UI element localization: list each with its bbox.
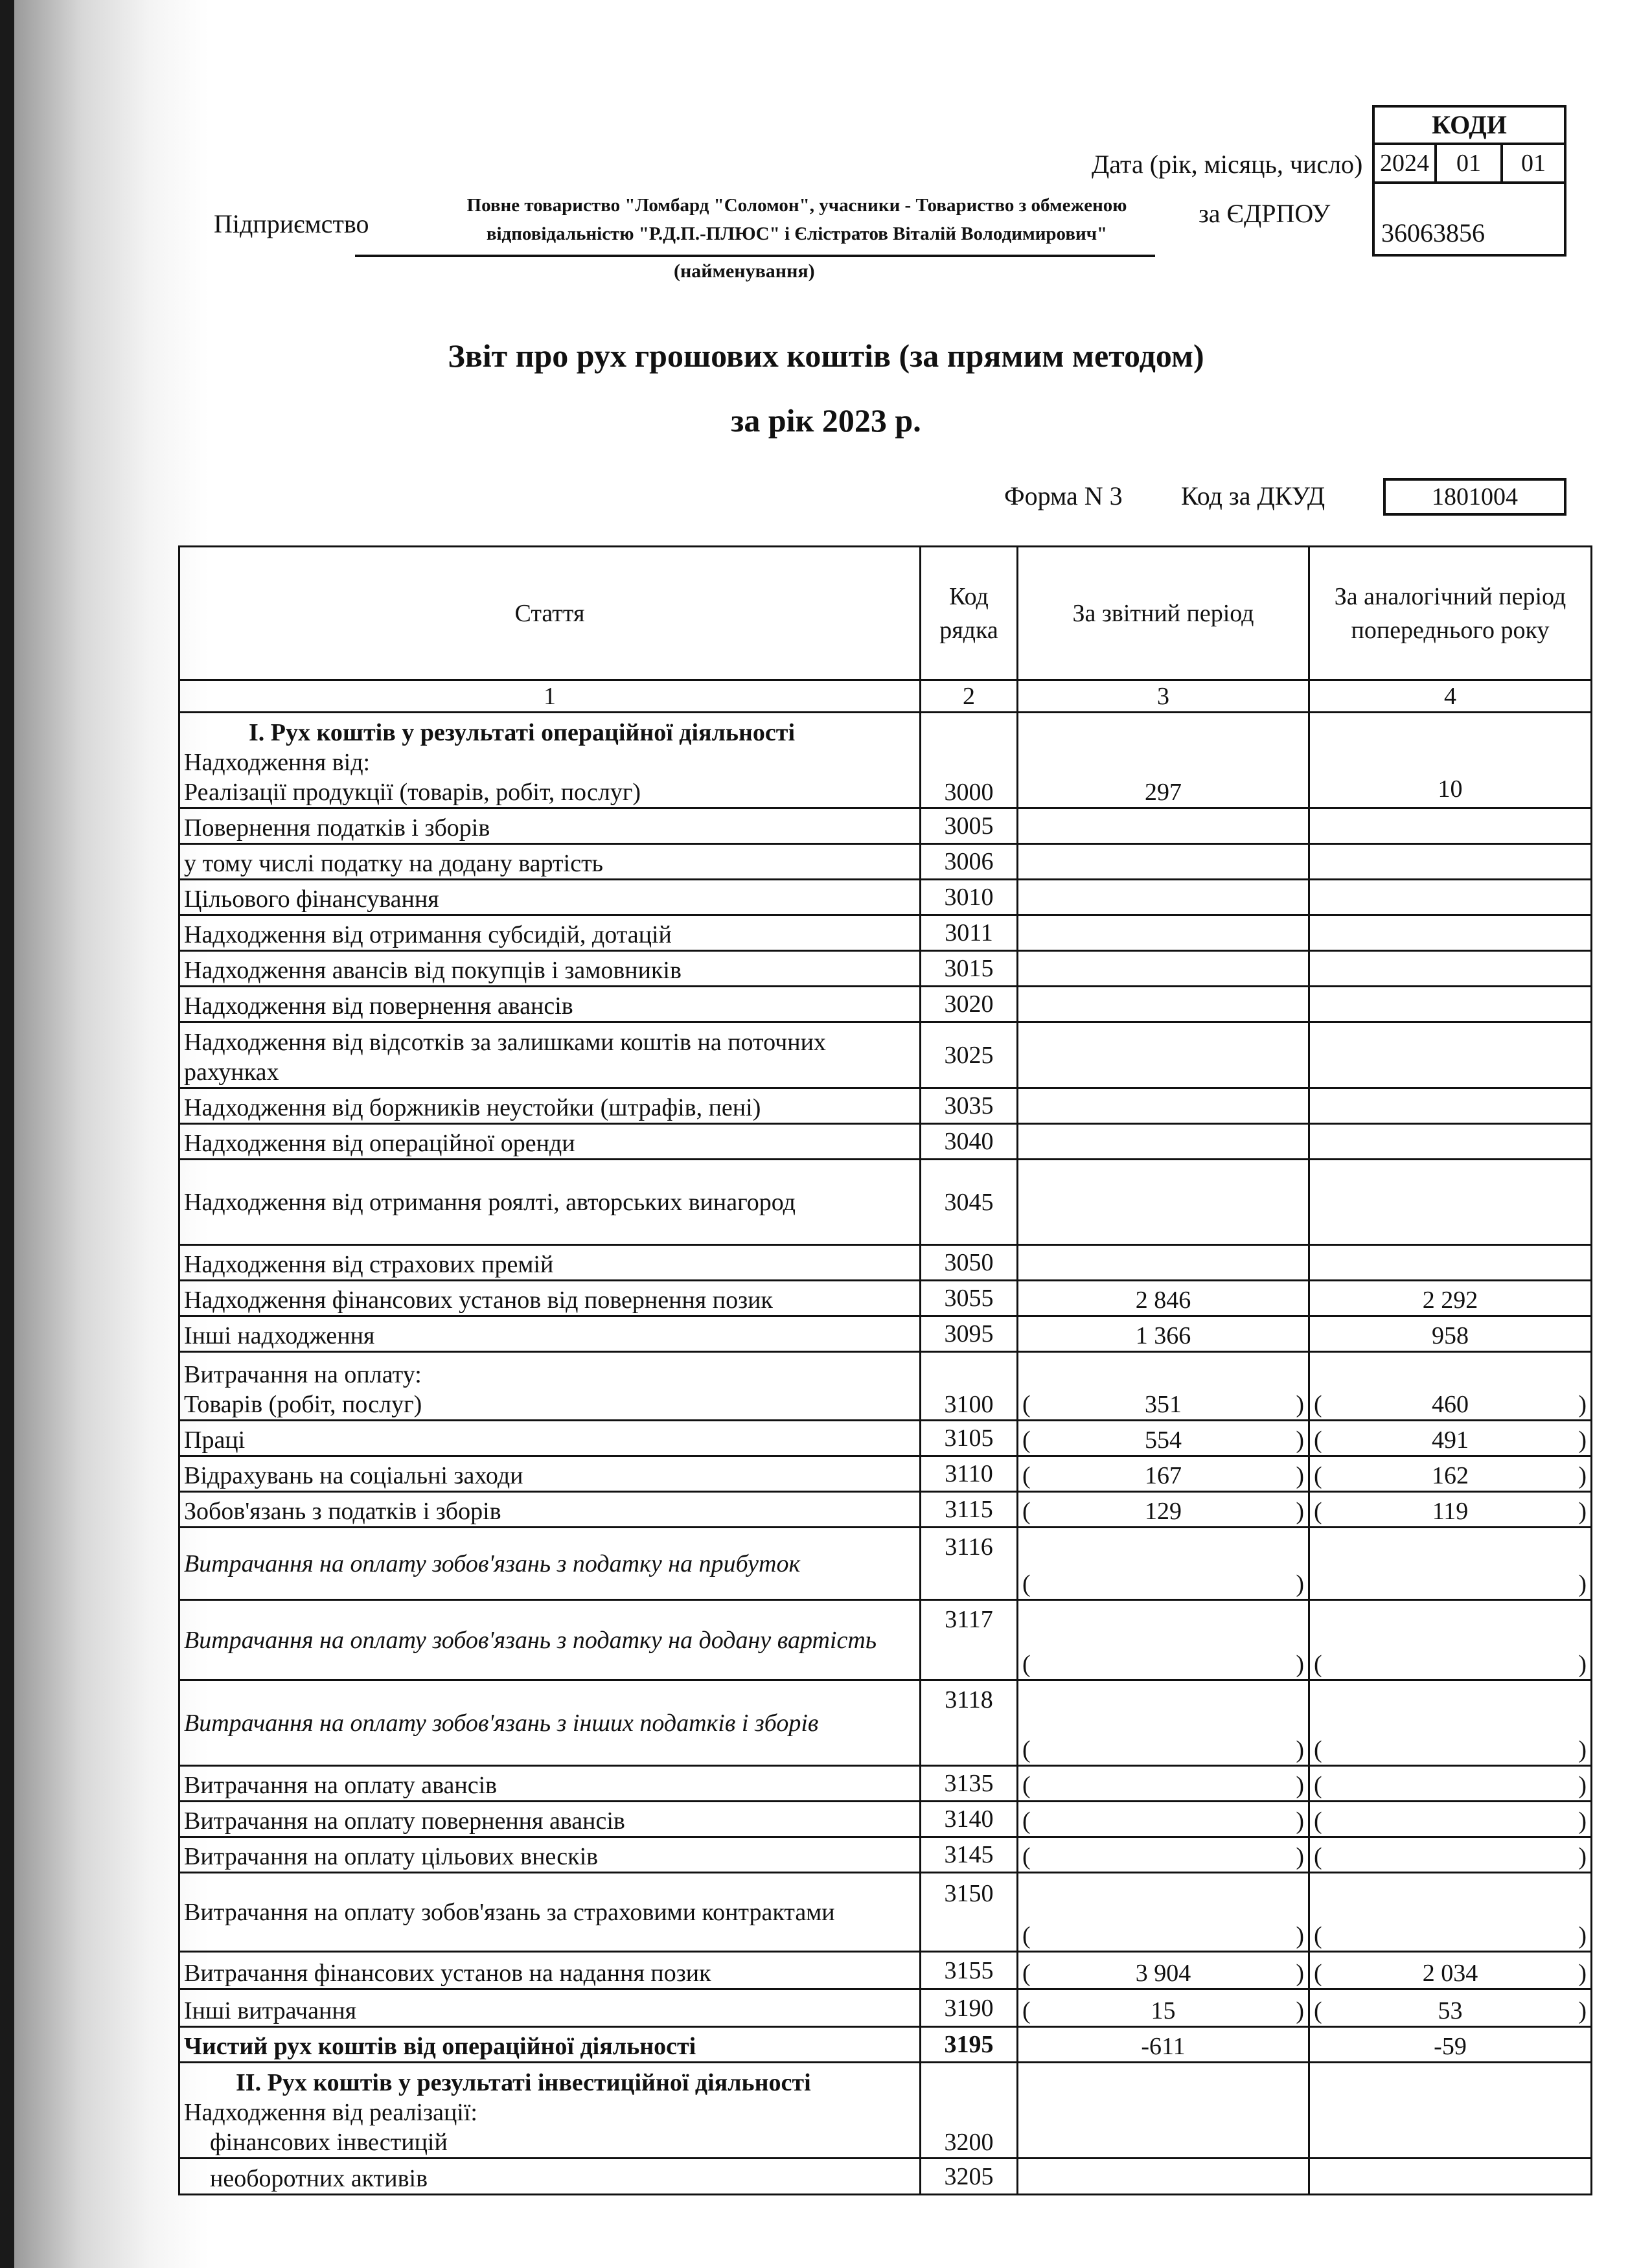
row-current: 1 366 <box>1018 1316 1309 1352</box>
report-title: Звіт про рух грошових коштів (за прямим методом) <box>448 338 1204 374</box>
paren-open: ( <box>1022 1391 1031 1418</box>
row-code: 3105 <box>921 1421 1018 1456</box>
row-previous <box>1314 1569 1578 1599</box>
row-name: Інші надходження <box>179 1316 921 1352</box>
row-name: Надходження авансів від покупців і замовників <box>179 951 921 987</box>
row-previous <box>1309 2159 1592 2195</box>
table-row <box>179 1124 1592 1160</box>
edrpou-label: за ЄДРПОУ <box>1199 199 1331 228</box>
row-name: Товарів (робіт, послуг) <box>184 1391 422 1418</box>
table-row <box>179 713 1592 808</box>
group-label: Надходження від: <box>184 749 371 776</box>
table-row <box>179 1281 1592 1316</box>
row-name: Витрачання на оплату авансів <box>179 1766 921 1802</box>
row-name: Витрачання фінансових установ на надання позик <box>179 1952 921 1989</box>
table-row: Витрачання на оплату зобов'язань з податку на прибуток 3116 ( ) ) <box>179 1528 1592 1600</box>
col-index: 4 <box>1309 680 1592 713</box>
row-current: 351 <box>1145 1391 1182 1418</box>
date-year: 2024 <box>1375 145 1437 181</box>
col-index: 2 <box>921 680 1018 713</box>
row-name: Витрачання на оплату цільових внесків <box>179 1837 921 1873</box>
row-code: 3020 <box>921 987 1018 1022</box>
row-current: 15 <box>1151 1997 1176 2024</box>
row-previous: -59 <box>1309 2027 1592 2063</box>
row-name: Надходження від повернення авансів <box>179 987 921 1022</box>
row-name: Надходження фінансових установ від повернення позик <box>179 1281 921 1316</box>
row-name: Витрачання на оплату зобов'язань з податку на прибуток <box>179 1528 921 1600</box>
row-name: Витрачання на оплату повернення авансів <box>179 1802 921 1837</box>
row-code: 3050 <box>921 1245 1018 1281</box>
row-previous <box>1309 2063 1592 2159</box>
row-current <box>1018 1022 1309 1088</box>
section-heading: І. Рух коштів у результаті операційної діяльності <box>249 719 796 746</box>
row-code: 3145 <box>921 1837 1018 1873</box>
table-row: Витрачання фінансових установ на надання позик 3155 ( 3 904 ) ( 2 034 ) <box>179 1952 1592 1989</box>
edrpou-code: 36063856 <box>1381 218 1485 247</box>
enterprise-name-line2: відповідальністю "Р.Д.П.-ПЛЮС" і Єлістратов Віталій Володимирович" <box>486 223 1108 244</box>
row-previous <box>1309 1022 1592 1088</box>
row-code: 3100 <box>921 1352 1018 1421</box>
row-code: 3140 <box>921 1802 1018 1837</box>
name-caption: (найменування) <box>674 260 815 282</box>
row-previous: 2 292 <box>1309 1281 1592 1316</box>
row-previous: 2 034 <box>1422 1960 1478 1987</box>
row-previous: 958 <box>1309 1316 1592 1352</box>
table-row <box>179 1245 1592 1281</box>
row-previous <box>1309 880 1592 915</box>
row-current <box>1031 1569 1296 1599</box>
row-current <box>1018 2063 1309 2159</box>
row-code: 3045 <box>921 1160 1018 1245</box>
group-label: Витрачання на оплату: <box>184 1361 422 1388</box>
report-period: за рік 2023 р. <box>731 402 921 439</box>
row-previous <box>1309 1124 1592 1160</box>
paren-close: ) <box>1578 1391 1587 1418</box>
row-code: 3011 <box>921 915 1018 951</box>
enterprise-name-line1: Повне товариство "Ломбард "Соломон", учасники - Товариство з обмеженою <box>466 195 1127 216</box>
row-name: Витрачання на оплату зобов'язань з податку на додану вартість <box>179 1600 921 1680</box>
row-code: 3025 <box>921 1022 1018 1088</box>
table-row <box>179 1088 1592 1124</box>
row-current <box>1018 915 1309 951</box>
row-name: Чистий рух коштів від операційної діяльності <box>179 2027 921 2063</box>
date-label: Дата (рік, місяць, число) <box>1092 150 1363 179</box>
row-code: 3117 <box>921 1600 1018 1680</box>
table-row <box>179 844 1592 880</box>
row-current <box>1018 1245 1309 1281</box>
row-code: 3005 <box>921 808 1018 844</box>
row-name: Надходження від операційної оренди <box>179 1124 921 1160</box>
row-current <box>1018 987 1309 1022</box>
row-previous <box>1309 808 1592 844</box>
row-current <box>1018 1160 1309 1245</box>
row-previous <box>1309 1088 1592 1124</box>
row-previous: 53 <box>1438 1997 1463 2024</box>
row-previous <box>1322 1806 1579 1836</box>
row-code: 3205 <box>921 2159 1018 2195</box>
row-previous <box>1322 1770 1579 1800</box>
row-name: Надходження від страхових премій <box>179 1245 921 1281</box>
date-day: 01 <box>1521 150 1546 177</box>
row-current: 129 <box>1145 1498 1182 1525</box>
row-code: 3110 <box>921 1456 1018 1492</box>
table-row <box>179 808 1592 844</box>
form-label: Форма N 3 <box>1004 481 1123 510</box>
table-row: Витрачання на оплату зобов'язань за страховими контрактами 3150 ( ) ( ) <box>179 1873 1592 1952</box>
row-name: Відрахувань на соціальні заходи <box>179 1456 921 1492</box>
table-row <box>179 1352 1592 1421</box>
table-row: Праці 3105 ( 554 ) ( 491 ) <box>179 1421 1592 1456</box>
cash-flow-table <box>178 545 1592 2195</box>
table-row <box>179 2063 1592 2159</box>
enterprise-label: Підприємство <box>214 209 369 238</box>
row-current: 554 <box>1145 1426 1182 1454</box>
enterprise-name <box>453 191 1140 248</box>
table-header <box>179 547 1592 680</box>
row-code: 3040 <box>921 1124 1018 1160</box>
table-row <box>179 1022 1592 1088</box>
table-row: Відрахувань на соціальні заходи 3110 ( 167 ) ( 162 ) <box>179 1456 1592 1492</box>
row-previous: 491 <box>1432 1426 1469 1454</box>
row-previous <box>1322 1842 1579 1872</box>
row-name: Надходження від отримання роялті, авторських винагород <box>179 1160 921 1245</box>
row-code: 3035 <box>921 1088 1018 1124</box>
row-code: 3006 <box>921 844 1018 880</box>
row-previous <box>1309 844 1592 880</box>
table-row: Витрачання на оплату зобов'язань з податку на додану вартість 3117 ( ) ( ) <box>179 1600 1592 1680</box>
row-name: Повернення податків і зборів <box>179 808 921 844</box>
row-current: 2 846 <box>1018 1281 1309 1316</box>
table-row: Зобов'язань з податків і зборів 3115 ( 129 ) ( 119 ) <box>179 1492 1592 1528</box>
row-current: 3 904 <box>1135 1960 1191 1987</box>
col-header-previous: За аналогічний період попереднього року <box>1309 547 1592 680</box>
codes-title: КОДИ <box>1375 108 1564 145</box>
row-name: Зобов'язань з податків і зборів <box>179 1492 921 1528</box>
date-month: 01 <box>1437 145 1503 181</box>
row-current <box>1018 844 1309 880</box>
row-current <box>1018 951 1309 987</box>
codes-box <box>1372 105 1566 257</box>
table-row <box>179 987 1592 1022</box>
row-current <box>1031 1770 1296 1800</box>
row-code: 3115 <box>921 1492 1018 1528</box>
row-name: Витрачання на оплату зобов'язань з інших податків і зборів <box>179 1680 921 1766</box>
table-row: Витрачання на оплату цільових внесків 3145 ( ) ( ) <box>179 1837 1592 1873</box>
row-previous <box>1309 915 1592 951</box>
row-current <box>1031 1735 1296 1765</box>
row-previous: 119 <box>1432 1498 1469 1525</box>
row-previous <box>1322 1921 1579 1951</box>
table-row <box>179 915 1592 951</box>
dkud-label: Код за ДКУД <box>1181 481 1325 510</box>
row-previous <box>1309 951 1592 987</box>
row-name: Надходження від отримання субсидій, дотацій <box>179 915 921 951</box>
row-current: 167 <box>1145 1462 1182 1489</box>
row-previous: 460 <box>1432 1391 1469 1418</box>
row-current <box>1018 1124 1309 1160</box>
row-code: 3055 <box>921 1281 1018 1316</box>
col-index: 3 <box>1018 680 1309 713</box>
paren-close: ) <box>1296 1391 1304 1418</box>
row-code: 3095 <box>921 1316 1018 1352</box>
row-current <box>1018 1088 1309 1124</box>
name-underline <box>355 255 1155 257</box>
row-code: 3118 <box>921 1680 1018 1766</box>
table-row <box>179 1160 1592 1245</box>
row-code: 3000 <box>921 713 1018 808</box>
row-previous <box>1309 1160 1592 1245</box>
col-header-current: За звітний період <box>1018 547 1309 680</box>
row-previous <box>1309 987 1592 1022</box>
row-current: 297 <box>1018 713 1309 808</box>
col-header-code: Код рядка <box>921 547 1018 680</box>
table-row <box>179 880 1592 915</box>
table-row: Витрачання на оплату повернення авансів 3140 ( ) ( ) <box>179 1802 1592 1837</box>
row-current <box>1031 1806 1296 1836</box>
row-name: Цільового фінансування <box>179 880 921 915</box>
table-row <box>179 2159 1592 2195</box>
row-previous <box>1322 1649 1579 1679</box>
row-name: Праці <box>179 1421 921 1456</box>
group-label: Надходження від реалізації: <box>184 2099 477 2126</box>
col-header-article: Стаття <box>179 547 921 680</box>
row-name: Надходження від відсотків за залишками коштів на поточних рахунках <box>179 1022 921 1088</box>
row-current <box>1031 1921 1296 1951</box>
paren-open: ( <box>1314 1391 1322 1418</box>
row-name: Надходження від боржників неустойки (штрафів, пені) <box>179 1088 921 1124</box>
row-current: -611 <box>1018 2027 1309 2063</box>
row-name: Реалізації продукції (товарів, робіт, послуг) <box>184 779 641 806</box>
row-code: 3135 <box>921 1766 1018 1802</box>
row-current <box>1031 1649 1296 1679</box>
section-heading: ІІ. Рух коштів у результаті інвестиційної діяльності <box>236 2069 811 2096</box>
table-row: Витрачання на оплату авансів 3135 ( ) ( ) <box>179 1766 1592 1802</box>
row-code: 3116 <box>921 1528 1018 1600</box>
dkud-code: 1801004 <box>1383 478 1566 516</box>
row-previous: 162 <box>1432 1462 1469 1489</box>
row-name: Витрачання на оплату зобов'язань за страховими контрактами <box>179 1873 921 1952</box>
row-name: у тому числі податку на додану вартість <box>179 844 921 880</box>
table-row: Витрачання на оплату зобов'язань з інших податків і зборів 3118 ( ) ( ) <box>179 1680 1592 1766</box>
row-previous <box>1309 1245 1592 1281</box>
row-name: Інші витрачання <box>179 1989 921 2027</box>
row-current <box>1018 808 1309 844</box>
table-row <box>179 951 1592 987</box>
row-code: 3195 <box>921 2027 1018 2063</box>
table-row <box>179 2027 1592 2063</box>
row-previous <box>1322 1735 1579 1765</box>
table-row: Інші витрачання 3190 ( 15 ) ( 53 ) <box>179 1989 1592 2027</box>
row-current <box>1018 880 1309 915</box>
row-name: необоротних активів <box>179 2159 921 2195</box>
table-row <box>179 1316 1592 1352</box>
row-current <box>1018 2159 1309 2195</box>
row-code: 3155 <box>921 1952 1018 1989</box>
col-index: 1 <box>179 680 921 713</box>
row-code: 3200 <box>921 2063 1018 2159</box>
row-code: 3015 <box>921 951 1018 987</box>
row-code: 3190 <box>921 1989 1018 2027</box>
column-index-row <box>179 680 1592 713</box>
row-code: 3010 <box>921 880 1018 915</box>
row-name: фінансових інвестицій <box>210 2129 448 2156</box>
row-code: 3150 <box>921 1873 1018 1952</box>
date-codes <box>1375 145 1564 184</box>
row-current <box>1031 1842 1296 1872</box>
row-previous: 10 <box>1309 713 1592 808</box>
